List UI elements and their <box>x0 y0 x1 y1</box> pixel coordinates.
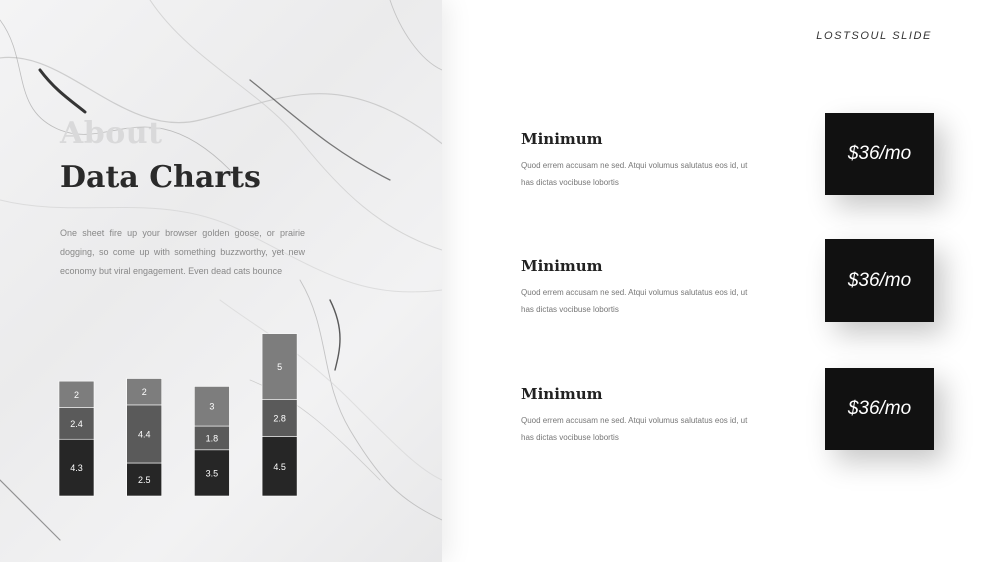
section-eyebrow: About <box>60 116 163 151</box>
bar-value-label: 2.5 <box>137 475 151 485</box>
brand-label: LOSTSOUL SLIDE <box>816 30 932 42</box>
feature-description: Quod errem accusam ne sed. Atqui volumus salutatus eos id, ut has dictas vocibuse lobortis <box>521 161 748 187</box>
bar-value-label: 2.4 <box>70 418 83 429</box>
feature-3 <box>521 385 761 446</box>
bar-value-label: 2 <box>73 389 80 400</box>
feature-2 <box>521 257 761 318</box>
stacked-bar-chart <box>0 0 442 562</box>
feature-title: Minimum <box>521 385 603 403</box>
bar-value-label: 2 <box>141 387 147 398</box>
feature-title: Minimum <box>521 130 603 148</box>
bar-value-label: 5 <box>277 362 283 373</box>
section-description: One sheet fire up your browser golden goose, or prairie dogging, so come up with something buzzworthy, yet new economy but viral engagement. Even dead cats bounce <box>60 228 305 276</box>
feature-description: Quod errem accusam ne sed. Atqui volumus salutatus eos id, ut has dictas vocibuse lobortis <box>521 416 748 442</box>
bar-value-label: 4.3 <box>70 463 83 474</box>
price-box-1[interactable]: $36/mo <box>825 113 934 195</box>
bar-value-label: 3.5 <box>205 468 219 479</box>
feature-title: Minimum <box>521 257 603 275</box>
bar-value-label: 3 <box>209 401 215 412</box>
feature-description: Quod errem accusam ne sed. Atqui volumus salutatus eos id, ut has dictas vocibuse lobortis <box>521 288 748 314</box>
bar-value-label: 4.5 <box>273 461 286 472</box>
bar-value-label: 2.8 <box>273 413 286 424</box>
price-box-2[interactable]: $36/mo <box>825 239 934 322</box>
bar-value-label: 1.8 <box>205 433 219 444</box>
bar-value-label: 4.4 <box>137 429 151 440</box>
left-panel <box>0 0 442 562</box>
price-box-3[interactable]: $36/mo <box>825 368 934 450</box>
section-title: Data Charts <box>60 160 261 195</box>
feature-1 <box>521 130 761 191</box>
